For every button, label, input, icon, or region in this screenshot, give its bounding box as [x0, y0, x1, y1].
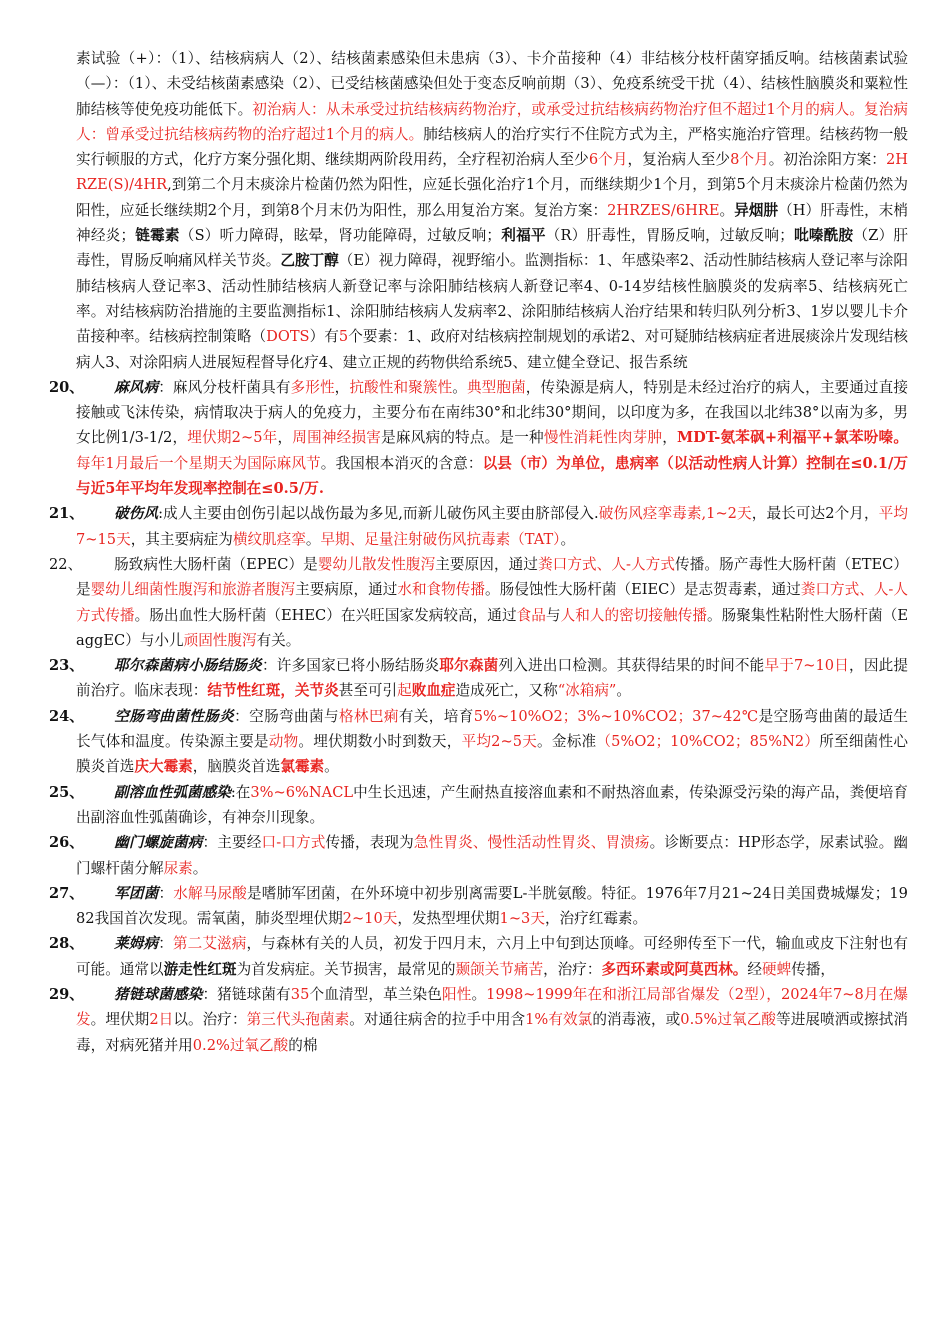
item-text: ，与森林有关的人员，初发于四月末，六月上中旬到达顶峰。可经卵传至下一代，输血或皮下注射也有可能。通常以	[76, 935, 908, 978]
initial-regimen: 2HRZE(S)/4HR	[76, 151, 908, 194]
item-text: 食品	[516, 606, 546, 624]
item-paragraph	[76, 881, 908, 932]
item-text: 。对通往病舍的拉手中用含	[349, 1011, 526, 1029]
item-text: 中生长迅速，产生耐热直接溶血素和不耐热溶血素，传染源受污染的海产品，粪便培育出副溶血性弧菌确诊，有神奈川现象。	[76, 783, 908, 826]
item-paragraph	[76, 830, 908, 881]
monitoring-text: 监测指标：1、年感染率2、活动性肺结核病人登记率与涂阳肺结核病人登记率3、活动性肺结核病人新登记率与涂阳肺结核病人新登记率4、0-14岁结核性脑膜炎的发病率5、结核病死亡率。对结核病防治措施的主要监测指标1、涂阳肺结核病人发病率2、涂阳肺结核病人治疗结果和转归队列分析3、1岁以婴儿卡介苗接种率。结核病控制策略（	[76, 252, 908, 346]
item-text: 传播，	[791, 960, 836, 978]
item-title: 空肠弯曲菌性肠炎	[114, 707, 235, 725]
item-text: 所至细菌性心膜炎首选	[76, 733, 908, 776]
list-item	[49, 830, 908, 881]
item-text: 顽固性腹泻	[183, 631, 257, 649]
item-text: ，脑膜炎首选	[192, 758, 281, 776]
item-text: 氯霉素	[280, 758, 325, 776]
item-text: 抗酸性和聚簇性	[349, 378, 453, 396]
treatment-text: 肺结核病人的治疗实行不住院方式为主，严格实施治疗管理。结核药物一般实行顿服的方式，化疗方案分强化期、继续期两阶段用药，全疗程初治病人至少	[76, 125, 908, 169]
item-text: ：	[158, 884, 174, 902]
item-text: 是空肠弯曲菌的最适生长气体和温度。传染源主要是	[76, 707, 908, 751]
item-title: 副溶血性弧菌感染	[114, 783, 231, 801]
item-text: 第二艾滋病	[172, 935, 247, 953]
item-paragraph	[76, 552, 908, 653]
item-text: 。	[616, 682, 631, 700]
item-text: 埋伏期2~5年	[187, 429, 278, 447]
item-paragraph	[76, 704, 908, 780]
item-text: 粪口方式、人-人方式传播	[76, 581, 908, 624]
item-text: 阳性	[441, 985, 472, 1003]
item-text: ：空肠弯曲菌与	[234, 707, 339, 725]
item-text: ，治疗红霉素。	[544, 910, 648, 928]
item-text: 传播。肠产毒性大肠杆菌（ETEC）是	[76, 555, 908, 599]
item-text: ：猪链球菌有	[202, 985, 291, 1003]
item-title: 耶尔森菌病小肠结肠炎	[114, 657, 262, 675]
item-text: 粪口方式、人-人方式	[537, 555, 676, 573]
numbered-items	[49, 375, 908, 1058]
item-paragraph	[76, 982, 908, 1058]
item-text: 早期、足量注射破伤风抗毒素（TAT）	[320, 530, 561, 548]
item-text: “冰箱病”	[557, 682, 617, 700]
item-text: 1%有效氯	[525, 1011, 593, 1029]
document-page	[49, 46, 908, 1058]
item-number: 23、	[49, 657, 84, 675]
intro-paragraph	[76, 46, 908, 375]
item-text: 平均2~5天	[461, 733, 538, 751]
item-paragraph	[76, 653, 908, 704]
item-number: 29、	[49, 985, 84, 1003]
item-text: 游走性红斑	[163, 960, 237, 978]
item-text: 水解马尿酸	[173, 884, 248, 902]
item-text: 多形性	[290, 378, 335, 396]
item-text: 0.5%过氧乙酸	[680, 1011, 777, 1029]
item-text: 是嗜肺军团菌，在外环境中初步别离需要L-半胱氨酸。特征。1976年7月21~24日美国费城爆发；1982我国首次发现。需氧菌，肺炎型埋伏期	[76, 884, 908, 928]
drug-pyrazinamide-desc: （Z）肝毒性，胃肠反响痛风样关节炎。	[76, 227, 908, 270]
item-text: ，最长可达2个月，	[751, 505, 879, 523]
item-text: 。肠出血性大肠杆菌（EHEC）在兴旺国家发病较高，通过	[134, 606, 517, 624]
item-text: 0.2%过氧乙酸	[192, 1036, 289, 1054]
item-text: 的棉	[288, 1036, 318, 1054]
item-text: 平均7~15天	[76, 505, 908, 548]
item-text: 。我国根本消灭的含意：	[320, 454, 483, 472]
item-text: 经	[747, 960, 763, 978]
item-text: 。	[560, 530, 576, 548]
item-title: 麻风病	[114, 378, 159, 396]
item-text: 有关。	[256, 631, 301, 649]
list-item	[49, 704, 908, 780]
treatment-text-d: ,到第二个月末痰涂片检菌仍然为阳性，应延长强化治疗1个月，而继续期少1个月，到第5个月末痰涂片检菌仍然为阳性，应延长继续期2个月，到第8个月末仍为阳性，那么用复治方案。复治方案：	[76, 176, 908, 219]
months-initial: 6个月	[588, 151, 628, 169]
drug-ethambutol-desc: （E）视力障碍，视野缩小。	[338, 252, 525, 270]
item-text: 主要原因，通过	[435, 555, 538, 573]
item-text: 早于7~10日	[764, 657, 850, 675]
tuberculin-text: 素试验（+）：（1）、结核病病人（2）、结核菌素感染但未患病（3）、卡介苗接种（4）非结核分枝杆菌穿插反响。结核菌素试验（—）：（1）、未受结核菌素感染（2）、已受结核菌感染但处于变态反响前期（3）、免疫系统受干扰（4）、结核性脑膜炎和粟粒性肺结核等使免疫功能低下。	[76, 50, 908, 118]
item-text: 2~10天	[342, 910, 398, 928]
item-text: 1998~1999年在和浙江局部省爆发（2型），2024年7~8月在爆发	[76, 985, 908, 1029]
item-text: 造成死亡，又称	[455, 682, 558, 700]
item-text: 肠致病性大肠杆菌（EPEC）是	[114, 555, 318, 573]
item-text: 。	[452, 378, 467, 396]
monitoring-text-b: ）有	[309, 328, 339, 346]
item-text: ，	[277, 429, 293, 447]
treatment-text-b: ，复治病人至少	[627, 151, 731, 169]
item-text: （5%O2；10%CO2；85%N2）	[596, 733, 820, 751]
item-text: 主要病原，通过	[295, 581, 398, 599]
item-text: ，发热型埋伏期	[397, 910, 500, 928]
item-text: 2日	[149, 1011, 174, 1029]
item-text: 人和人的密切接触传播	[560, 606, 707, 624]
dots-label: DOTS	[266, 328, 310, 346]
item-number: 27、	[49, 884, 84, 902]
monitoring-text-c: 个要素：1、政府对结核病控制规划的承诺2、对可疑肺结核病症者进展痰涂片发现结核病人3、对涂阳病人进展短程督导化疗4、建立正规的药物供给系统5、建立健全登记、报告系统	[76, 328, 908, 371]
item-title: 破伤风	[114, 505, 159, 523]
drug-streptomycin-desc: （S）听力障碍，眩晕，肾功能障碍，过敏反响；	[179, 227, 502, 245]
item-text: 动物	[268, 733, 299, 751]
item-text: 败血症	[411, 682, 456, 700]
item-paragraph	[76, 931, 908, 982]
item-text: 以。治疗：	[173, 1011, 247, 1029]
element-count: 5	[338, 328, 349, 346]
item-text: :在	[230, 783, 251, 801]
drug-rifampicin: 利福平	[501, 227, 546, 245]
list-item	[49, 375, 908, 501]
list-item	[49, 881, 908, 932]
treatment-text-e: 。	[719, 201, 735, 219]
item-text: 急性胃炎、慢性活动性胃炎、胃溃疡	[413, 834, 650, 852]
patient-definition-text: 初治病人：从未承受过抗结核病药物治疗，或承受过抗结核病药物治疗但不超过1个月的病人。复治病人：曾承受过抗结核病药物的治疗超过1个月的病人。	[76, 100, 908, 143]
item-text: ：	[158, 935, 173, 953]
item-text: 甚至可引	[338, 682, 398, 700]
item-number: 24、	[49, 707, 84, 725]
item-text: 35	[290, 985, 310, 1003]
item-text: 水和食物传播	[397, 581, 485, 599]
item-text: 每年1月最后一个星期天为国际麻风节	[76, 454, 321, 472]
list-item	[49, 501, 908, 552]
item-number: 22、	[49, 555, 83, 573]
item-text: 有关，培育	[398, 707, 474, 725]
list-item	[49, 552, 908, 653]
item-text: :成人主要由创伤引起以战伤最为多见,而新儿破伤风主要由脐部侵入.	[158, 505, 599, 523]
item-text: ，	[334, 378, 350, 396]
item-text: 3%~6%NACL	[250, 783, 354, 801]
list-item	[49, 982, 908, 1058]
item-text: 。	[471, 985, 487, 1003]
drug-rifampicin-desc: （R）肝毒性，胃肠反响，过敏反响；	[545, 227, 794, 245]
drug-isoniazid: 异烟肼	[734, 201, 779, 219]
item-text: ，	[662, 429, 677, 447]
item-text: 口-口方式	[261, 834, 326, 852]
item-text: 结节性红斑，关节炎	[207, 682, 339, 700]
item-text: 5%~10%O2；3%~10%CO2；37~42℃	[473, 707, 759, 725]
item-text: 尿素	[163, 859, 193, 877]
drug-ethambutol: 乙胺丁醇	[280, 252, 339, 270]
drug-streptomycin: 链霉素	[135, 227, 180, 245]
list-item	[49, 653, 908, 704]
item-text: 。金标准	[537, 733, 597, 751]
item-text: 周围神经损害	[292, 429, 382, 447]
item-text: 第三代头孢菌素	[246, 1011, 350, 1029]
item-text: 慢性消耗性肉芽肿	[543, 429, 663, 447]
item-text: 。	[305, 530, 321, 548]
item-number: 26、	[49, 834, 84, 852]
item-text: 格林巴痢	[338, 707, 399, 725]
list-item	[49, 931, 908, 982]
item-text: 婴幼儿散发性腹泻	[317, 555, 436, 573]
item-number: 20、	[49, 378, 84, 396]
item-text: 。	[192, 859, 208, 877]
item-text: 典型胞菌	[466, 378, 526, 396]
item-text: 婴幼儿细菌性腹泻和旅游者腹泻	[90, 581, 296, 599]
item-paragraph	[76, 501, 908, 552]
item-text: 庆大霉素	[134, 758, 193, 776]
item-text: 。埋伏期	[90, 1011, 150, 1029]
item-number: 25、	[49, 783, 84, 801]
item-text: ：主要经	[202, 834, 262, 852]
treatment-text-c: 。初治涂阳方案：	[768, 151, 886, 169]
item-title: 莱姆病	[114, 935, 159, 953]
item-number: 21、	[49, 505, 84, 523]
item-text: 破伤风痉挛毒素,1~2天	[598, 505, 752, 523]
item-text: 与	[545, 606, 561, 624]
item-title: 军团菌	[114, 884, 159, 902]
item-text: 多西环素或阿莫西林。	[601, 960, 748, 978]
item-text: 硬蜱	[762, 960, 792, 978]
item-text: 以县（市）为单位，患病率（以活动性病人计算）控制在≤0.1/万与近5年平均年发现率控制在≤0.5/万.	[76, 454, 908, 498]
item-text: 起	[397, 682, 412, 700]
item-text: 。	[324, 758, 339, 776]
item-text: 1~3天	[499, 910, 545, 928]
item-text: 。诊断要点：HP形态学，尿素试验。幽门螺杆菌分解	[76, 834, 908, 877]
item-title: 幽门螺旋菌病	[114, 834, 203, 852]
list-item	[49, 780, 908, 831]
item-text: 个血清型，革兰染色	[309, 985, 442, 1003]
item-text: 。肠聚集性粘附性大肠杆菌（EaggEC）与小儿	[76, 606, 908, 649]
item-text: 横纹肌痉挛	[232, 530, 306, 548]
item-text: 列入进出口检测。其获得结果的时间不能	[498, 657, 765, 675]
item-text: 等进展喷洒或擦拭消毒，对病死猪并用	[76, 1011, 908, 1054]
item-paragraph	[76, 780, 908, 831]
item-text: 颞颌关节痛苦	[455, 960, 544, 978]
item-text: 传播，表现为	[325, 834, 414, 852]
item-text: 。埋伏期数小时到数天，	[298, 733, 462, 751]
item-text: ，因此提前治疗。临床表现：	[76, 657, 908, 700]
drug-isoniazid-desc: （H）肝毒性，末梢神经炎；	[76, 201, 908, 245]
item-text: 的消毒液，或	[592, 1011, 681, 1029]
item-text: ：许多国家已将小肠结肠炎	[261, 657, 440, 675]
item-title: 猪链球菌感染	[114, 985, 203, 1003]
item-text: 耶尔森菌	[439, 657, 499, 675]
item-text: ，治疗：	[543, 960, 602, 978]
item-paragraph	[76, 375, 908, 501]
retreat-regimen: 2HRZES/6HRE	[607, 201, 720, 219]
months-retreat: 8个月	[730, 151, 769, 169]
item-text: 为首发病症。关节损害，最常见的	[236, 960, 456, 978]
item-text: ，其主要病症为	[130, 530, 233, 548]
item-text: ，传染源是病人，特别是未经过治疗的病人，主要通过直接接触或飞沫传染，病情取决于病人的免疫力，主要分布在南纬30°和北纬30°期间，以印度为多，在我国以北纬38°以南为多，男女比例1/3-1/2，	[76, 378, 908, 447]
item-text: 是麻风病的特点。是一种	[381, 429, 544, 447]
item-text: MDT-氨苯砜+利福平+氯苯吩嗪。	[677, 429, 908, 447]
item-text: 。肠侵蚀性大肠杆菌（EIEC）是志贺毒素，通过	[485, 581, 801, 599]
item-text: ：麻风分枝杆菌具有	[158, 378, 291, 396]
drug-pyrazinamide: 吡嗪酰胺	[793, 227, 854, 245]
item-number: 28、	[49, 935, 84, 953]
